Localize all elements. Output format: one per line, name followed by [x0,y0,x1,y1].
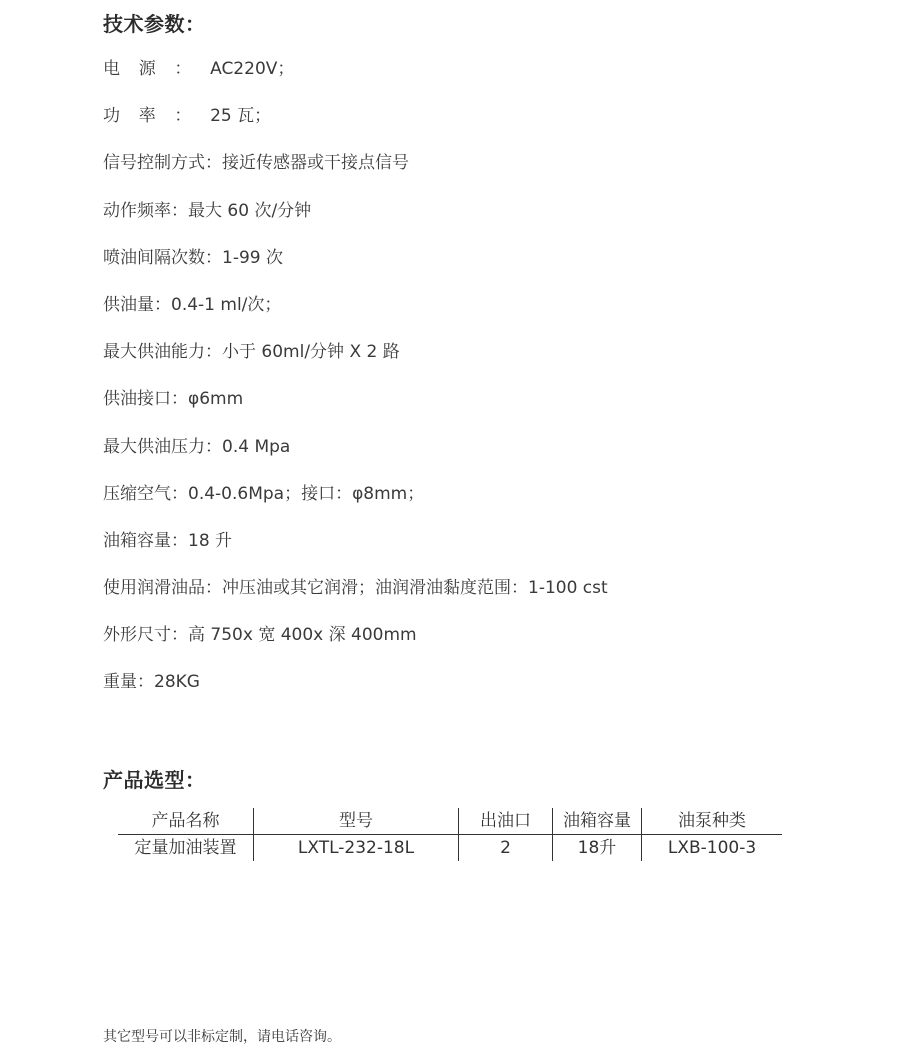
spec-row-tank-capacity [103,527,608,574]
spec-label: 信号控制方式： [103,153,222,174]
spec-row-spray-interval [103,244,608,291]
product-selection-table [118,808,782,861]
spec-row-supply-port [103,385,608,432]
spec-label: 供油量： [103,294,171,315]
spec-label: 最大供油能力： [103,342,222,363]
spec-label: 重量： [103,672,154,693]
spec-label: 压缩空气： [103,483,188,504]
specs-title: 技术参数： [103,12,206,36]
cell-model: LXTL-232-18L [254,835,459,862]
spec-row-weight [103,668,608,715]
column-header-tank-capacity: 油箱容量 [553,808,642,835]
spec-label: 油箱容量： [103,530,188,551]
spec-row-max-capacity [103,338,608,385]
spec-row-lubricant [103,574,608,621]
spec-row-signal-control [103,149,608,196]
footer-note: 其它型号可以非标定制，请电话咨询。 [103,1029,341,1045]
spec-value: 25 瓦； [210,106,272,127]
spec-value: 最大 60 次/分钟 [188,200,312,221]
cell-outlet: 2 [459,835,553,862]
spec-row-wattage [103,102,608,149]
spec-value: 0.4 Mpa [222,436,291,457]
spec-label: 功率： [103,106,211,127]
spec-label: 电源： [103,59,211,79]
spec-label: 动作频率： [103,200,188,221]
table-row [118,835,782,862]
cell-pump-type: LXB-100-3 [667,838,757,858]
spec-row-dimensions [103,621,608,668]
spec-value: 0.4-1 ml/次； [171,294,282,315]
spec-value: 28KG [154,672,200,693]
spec-label: 喷油间隔次数： [103,247,222,268]
spec-value: 小于 60ml/分钟 X 2 路 [222,342,400,363]
spec-label: 最大供油压力： [103,436,222,457]
spec-value: AC220V； [210,59,295,79]
spec-label: 外形尺寸： [103,625,188,646]
cell-product-name: 定量加油装置 [118,835,254,862]
spec-value: 冲压油或其它润滑；油润滑油黏度范围：1-100 cst [222,578,608,599]
spec-label: 供油接口： [103,389,188,410]
spec-row-power-supply [103,55,608,102]
column-header-product-name: 产品名称 [118,808,254,835]
spec-value: 18 升 [188,530,233,551]
column-header-pump-type: 油泵种类 [642,808,783,835]
specs-list [103,55,608,716]
spec-label: 使用润滑油品： [103,578,222,599]
table-header-row [118,808,782,835]
spec-row-compressed-air [103,480,608,527]
cell-tank-capacity: 18升 [553,835,642,862]
selection-title: 产品选型： [103,768,206,792]
column-header-outlet: 出油口 [459,808,553,835]
spec-row-action-frequency [103,197,608,244]
spec-value: 接近传感器或干接点信号 [222,153,409,174]
spec-value: 高 750x 宽 400x 深 400mm [188,625,417,646]
spec-row-max-pressure [103,433,608,480]
spec-value: φ6mm [188,389,244,410]
spec-value: 1-99 次 [222,247,283,268]
spec-row-oil-supply [103,291,608,338]
spec-value: 0.4-0.6Mpa；接口：φ8mm； [188,483,425,504]
column-header-model: 型号 [254,808,459,835]
